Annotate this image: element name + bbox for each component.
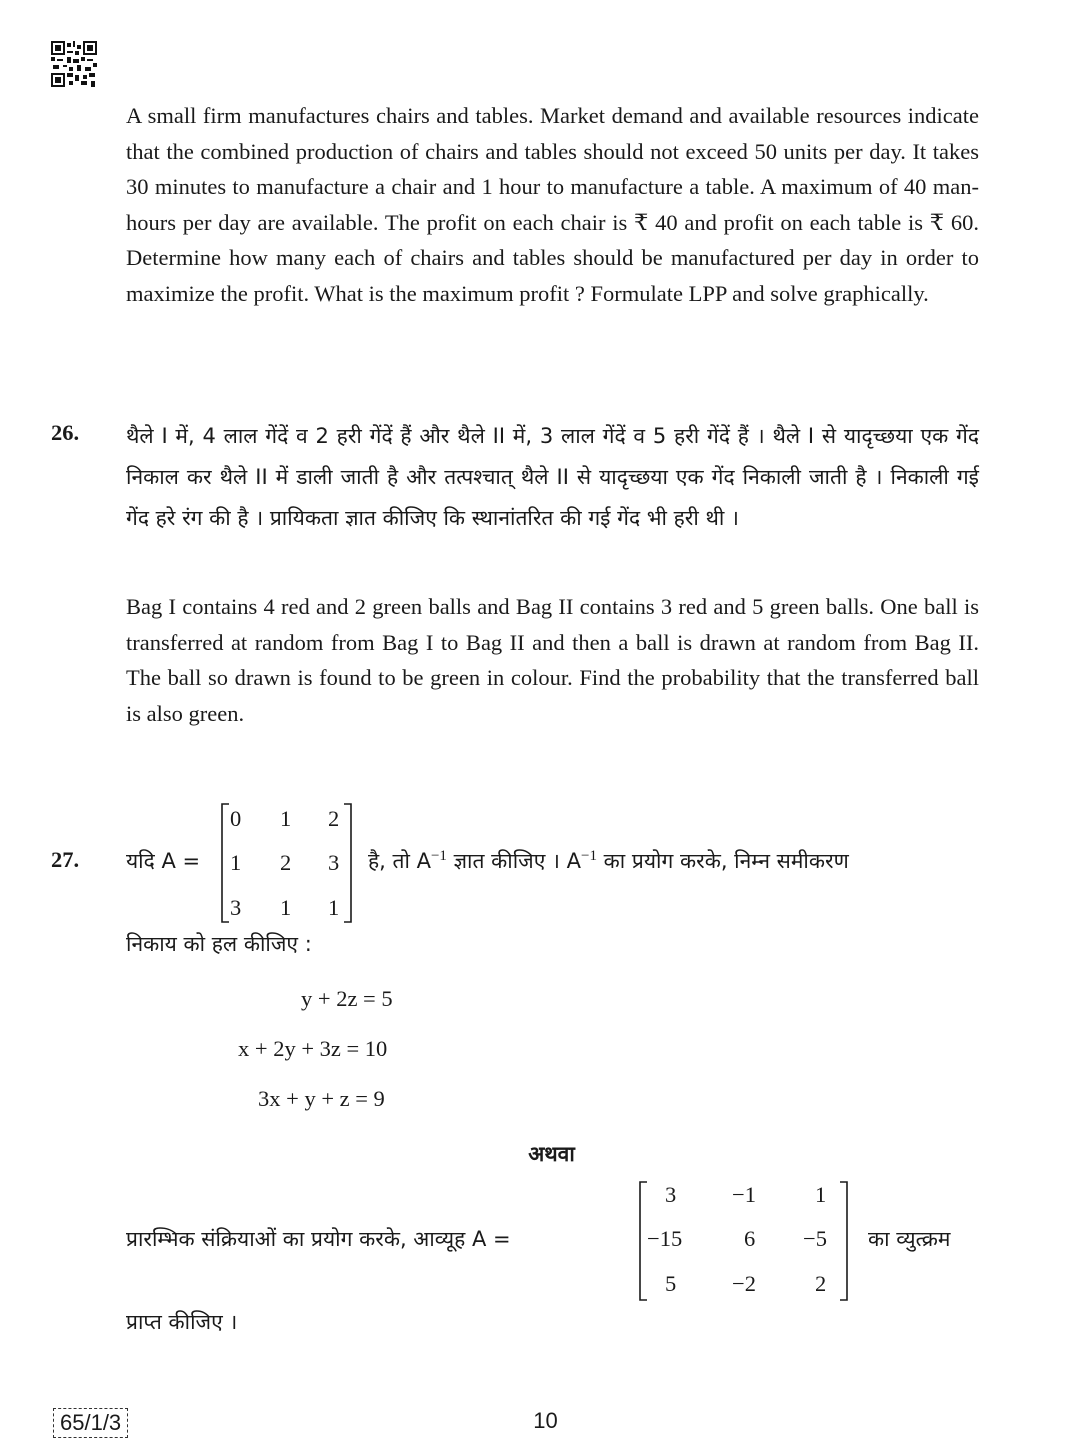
matrix-right-bracket	[344, 804, 351, 922]
matrix-cell: 3	[665, 1182, 677, 1207]
qr-code	[51, 41, 97, 87]
q26-hindi-text: थैले I में, 4 लाल गेंदें व 2 हरी गेंदें हैं और थैले II में, 3 लाल गेंदें व 5 हरी गेंदें हैं । थैले I से यादृच्छया एक गेंद निकाल कर थैले II में डाली जाती है और तत्पश्चात् थैले II से यादृच्छया एक गेंद निकाली जाती है । निकाली गई गेंद हरे रंग की है । प्रायिकता ज्ञात कीजिए कि स्थानांतरित की गई गेंद भी हरी थी ।	[126, 424, 979, 530]
matrix-cell: 6	[744, 1226, 756, 1251]
q27-line-2: निकाय को हल कीजिए :	[126, 932, 312, 956]
matrix-cell: 1	[815, 1182, 827, 1207]
or-matrix-suffix: का व्युत्क्रम	[868, 1227, 951, 1251]
matrix-cell: −15	[647, 1226, 683, 1251]
matrix-cell: 3	[230, 895, 242, 920]
q27-text-2: ज्ञात कीजिए । A	[446, 849, 582, 873]
q27-matrix-a	[220, 800, 356, 930]
matrix-cell: −5	[803, 1226, 827, 1251]
or-label: अथवा	[528, 1142, 575, 1166]
or-matrix-a	[637, 1178, 853, 1308]
matrix-left-bracket	[222, 804, 229, 922]
question-number-26: 26.	[51, 420, 80, 445]
inverse-superscript: −1	[581, 848, 597, 864]
paper-code: 65/1/3	[53, 1408, 128, 1438]
matrix-cell: 3	[328, 850, 340, 875]
matrix-cell: 0	[230, 806, 242, 831]
matrix-left-bracket	[640, 1182, 647, 1300]
q26-english-text: Bag I contains 4 red and 2 green balls and Bag II contains 3 red and 5 green balls. One ball is transferred at random from Bag I to Bag II and then a ball is drawn at random from Bag II. The ball so drawn is found to be green in colour. Find the probability that the transferred ball is also green.	[126, 594, 979, 726]
q27-matrix-prefix: यदि A =	[126, 849, 201, 873]
matrix-cell: 1	[280, 806, 292, 831]
inverse-superscript: −1	[430, 848, 447, 864]
or-line-2: प्राप्त कीजिए ।	[126, 1310, 238, 1334]
q27-text-1: है, तो A	[368, 849, 431, 873]
question-number-27: 27.	[51, 847, 80, 872]
matrix-cell: 2	[815, 1271, 827, 1296]
equation-1: y + 2z = 5	[301, 986, 393, 1011]
equation-2: x + 2y + 3z = 10	[238, 1036, 388, 1061]
matrix-cell: 2	[328, 806, 340, 831]
matrix-cell: 1	[328, 895, 340, 920]
or-matrix-prefix: प्रारम्भिक संक्रियाओं का प्रयोग करके, आव्यूह A =	[126, 1227, 511, 1251]
matrix-cell: 2	[280, 850, 292, 875]
matrix-cell: 1	[280, 895, 292, 920]
page-number: 10	[533, 1408, 558, 1433]
matrix-right-bracket	[840, 1182, 847, 1300]
matrix-cell: −1	[732, 1182, 756, 1207]
equation-3: 3x + y + z = 9	[258, 1086, 385, 1111]
matrix-cell: 5	[665, 1271, 677, 1296]
q27-instruction-line	[368, 847, 849, 875]
matrix-cell: 1	[230, 850, 242, 875]
matrix-cell: −2	[732, 1271, 756, 1296]
q27-text-3: का प्रयोग करके, निम्न समीकरण	[597, 849, 849, 873]
q25-continuation-text: A small firm manufactures chairs and tables. Market demand and available resources indicate that the combined production of chairs and tables should not exceed 50 units per day. It takes 30 minutes to manufacture a chair and 1 hour to manufacture a table. A maximum of 40 man-hours per day are available. The profit on each chair is ₹ 40 and profit on each table is ₹ 60. Determine how many each of chairs and tables should be manufactured per day in order to maximize the profit. What is the maximum profit ? Formulate LPP and solve graphically.	[126, 103, 979, 306]
